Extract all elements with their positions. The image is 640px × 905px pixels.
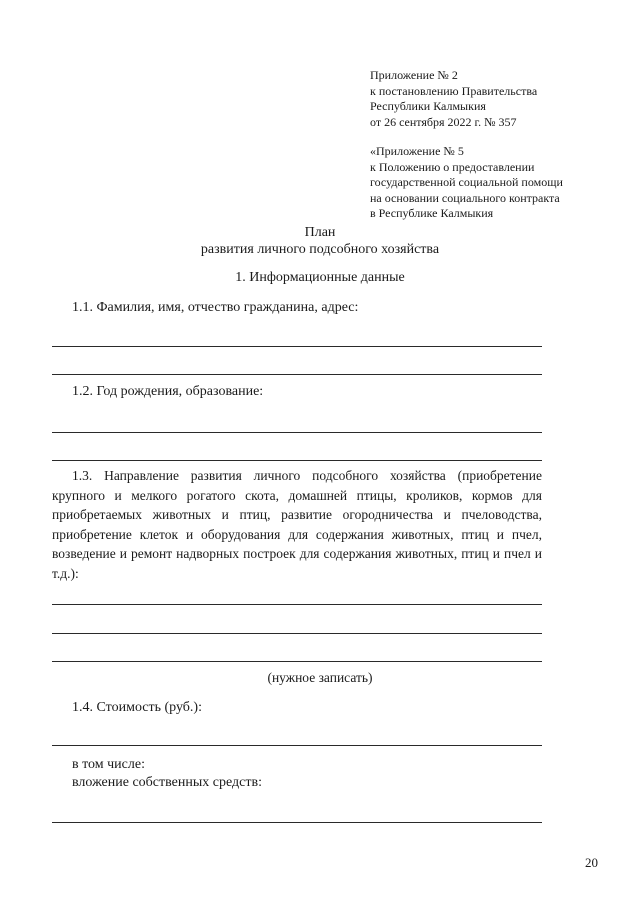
fill-line-1-3-c[interactable] xyxy=(52,661,542,662)
appendix-sub-line: к Положению о предоставлении xyxy=(370,159,535,174)
appendix-line: Приложение № 2 xyxy=(370,68,458,82)
appendix-sub-line: в Республике Калмыкия xyxy=(370,206,494,220)
fill-line-1-1-a[interactable] xyxy=(52,346,542,347)
document-subtitle: развития личного подсобного хозяйства xyxy=(200,242,440,257)
section-heading: 1. Информационные данные xyxy=(235,270,405,285)
appendix-line: от 26 сентября 2022 г. № 357 xyxy=(370,114,517,129)
fill-line-own-funds[interactable] xyxy=(52,822,542,823)
fill-line-1-2-a[interactable] xyxy=(52,432,542,433)
fill-line-1-3-b[interactable] xyxy=(52,633,542,634)
fill-line-1-3-a[interactable] xyxy=(52,604,542,605)
appendix-sub-line: государственной социальной помощи xyxy=(370,175,563,189)
appendix-sub-line: «Приложение № 5 xyxy=(370,144,464,158)
field-label-1-2: 1.2. Год рождения, образование: xyxy=(72,384,264,399)
document-title: План xyxy=(304,225,336,240)
field-label-1-4-sub2: вложение собственных средств: xyxy=(72,775,262,790)
fill-line-1-1-b[interactable] xyxy=(52,374,542,375)
fill-line-1-2-b[interactable] xyxy=(52,460,542,461)
field-label-1-1: 1.1. Фамилия, имя, отчество гражданина, адрес: xyxy=(72,300,359,315)
appendix-header xyxy=(370,68,563,222)
page-number: 20 xyxy=(585,855,598,870)
field-label-1-4-sub1: в том числе: xyxy=(72,757,145,772)
fill-line-1-4[interactable] xyxy=(52,745,542,746)
field-label-1-4: 1.4. Стоимость (руб.): xyxy=(72,700,202,715)
appendix-line: к постановлению Правительства xyxy=(370,83,538,98)
field-hint-1-3: (нужное записать) xyxy=(267,670,373,685)
appendix-sub-line: на основании социального контракта xyxy=(370,190,560,205)
appendix-line: Республики Калмыкия xyxy=(370,99,486,113)
field-label-1-3: 1.3. Направление развития личного подсобного хозяйства (приобретение крупного и мелкого рогатого скота, домашней птицы, кроликов, кормов для приобретаемых животных и птиц, развитие огородничества и пчеловодства, приобретение клеток и оборудования для содержания животных, птиц и пчел, возведение и ремонт надворных построек для содержания животных, птиц и пчел и т.д.): xyxy=(52,468,542,581)
